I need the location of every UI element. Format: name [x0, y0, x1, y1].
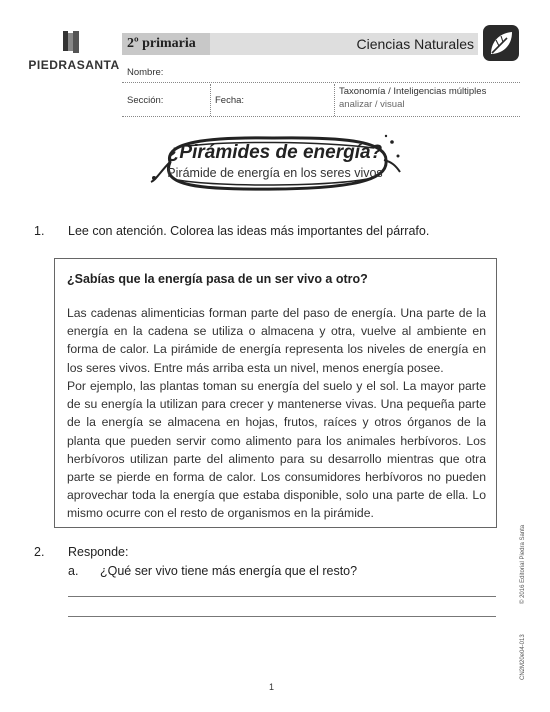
question-number: 2. [34, 545, 45, 559]
question-number: 1. [34, 224, 45, 238]
reading-paragraph: Por ejemplo, las plantas toman su energía del suelo y el sol. La mayor parte de su energía la utilizan para crecer y mantenerse vivas. Una pequeña parte de la energía se almacena en hojas, frutos, raíces y otros órganos de la planta que pueden servir como alimento para los animales herbívoros. Los herbívoros utilizan parte del alimento para su desarrollo mientras que otra parte se pierde en forma de calor. Los consumidores herbívoros no pueden aprovechar toda la energía que estaba disponible, solo una parte de ella. Lo mismo ocurre con el resto de organismos en la pirámide. [67, 379, 486, 521]
leaf-icon [482, 24, 520, 62]
page-subtitle: Pirámide de energía en los seres vivos [167, 166, 383, 180]
title-banner [148, 132, 402, 196]
field-divider [210, 84, 211, 116]
page-number: 1 [269, 682, 275, 692]
seccion-label: Sección: [127, 95, 164, 106]
grade-label: 2º primaria [127, 36, 196, 51]
question-text: Responde: [68, 545, 129, 559]
document-code: CN2M20e04-013 [520, 634, 526, 680]
reading-box [54, 258, 497, 528]
copyright-note: © 2016 Editorial Piedra Santa [520, 524, 526, 604]
subject-label: Ciencias Naturales [356, 36, 474, 52]
nombre-line[interactable] [122, 82, 520, 83]
answer-line[interactable] [68, 616, 496, 617]
sub-question-letter: a. [68, 564, 79, 578]
page-title: ¿Pirámides de energía? [167, 142, 383, 163]
field-divider [334, 84, 335, 116]
nombre-label: Nombre: [127, 67, 164, 78]
fields-bottom-line [122, 116, 520, 117]
taxonomy-values: analizar / visual [339, 99, 405, 110]
taxonomy-label: Taxonomía / Inteligencias múltiples [339, 86, 487, 97]
question-text: Lee con atención. Colorea las ideas más importantes del párrafo. [68, 224, 430, 238]
sub-question-text: ¿Qué ser vivo tiene más energía que el resto? [100, 564, 358, 578]
book-icon [62, 30, 82, 54]
reading-paragraph: Las cadenas alimenticias forman parte del paso de energía. Una parte de la energía en la cadena se utiliza o almacena y otra, vuelve al ambiente en forma de calor. La pirámide de energía representa los niveles de energía en los seres vivos. Entre más arriba esta un nivel, menos energía posee. [67, 306, 486, 375]
publisher-name: PIEDRASANTA [28, 58, 120, 72]
reading-title: ¿Sabías que la energía pasa de un ser vivo a otro? [67, 272, 368, 286]
publisher-logo [24, 30, 124, 74]
answer-line[interactable] [68, 596, 496, 597]
fecha-label: Fecha: [215, 95, 245, 106]
